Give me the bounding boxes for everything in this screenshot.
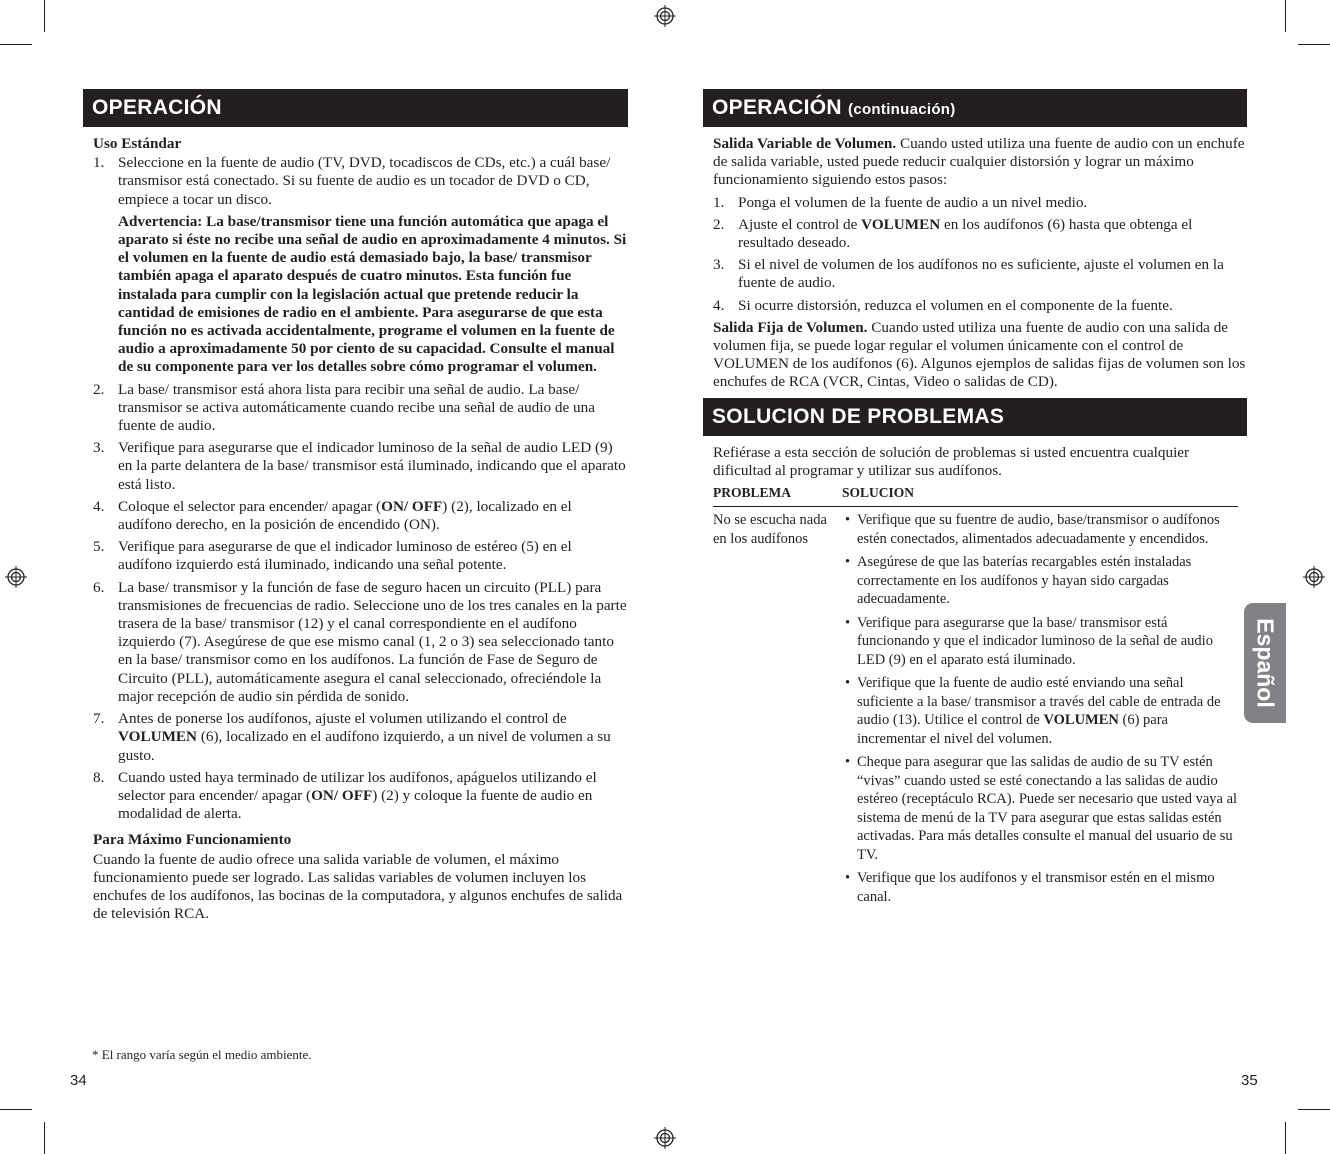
troubleshooting-table-header	[713, 484, 1238, 507]
right-body	[703, 127, 1247, 392]
solution-item	[843, 511, 1238, 548]
column-header-problem: PROBLEMA	[713, 485, 792, 501]
section-heading-solucion	[703, 398, 1247, 436]
item-number: 3.	[713, 256, 725, 274]
registration-mark-icon	[654, 1127, 676, 1149]
heading-text: OPERACIÓN	[712, 96, 842, 119]
solution-item	[843, 753, 1238, 864]
item-text: La base/ transmisor está ahora lista para recibir una señal de audio. La base/ transmisor se activa automáticamente cuando recibe una señal de audio de una fuente de audio.	[118, 380, 595, 435]
right-page-column	[703, 89, 1247, 911]
warning-paragraph: Advertencia: La base/transmisor tiene una función automática que apaga el aparato si éste no recibe una señal de audio en aproximadamente 4 minutos. Si el volumen en la fuente de audio está demasiado bajo, la base/ transmisor también apaga el aparato después de cuatro minutos. Esta función fue instalada para cumplir con la legislación actual que pretende reducir la cantidad de emisiones de radio en el ambiente. Para asegurarse de que esta función no es activada accidentalmente, programe el volumen en la fuente de audio a aproximadamente 50 por ciento de su capacidad. Consulte el manual de su componente para ver los detalles sobre cómo programar el volumen.	[118, 212, 627, 376]
solution-text: Verifique que los audífonos y el transmisor estén en el mismo canal.	[857, 870, 1215, 905]
item-number: 1.	[93, 154, 105, 172]
crop-mark	[1285, 1122, 1286, 1154]
item-text: Verifique para asegurarse que el indicador luminoso de la señal de audio LED (9) en la parte delantera de la base/ transmisor está iluminado, indicando que el aparato está listo.	[118, 439, 626, 493]
bullet-icon: •	[845, 754, 851, 771]
list-item	[93, 154, 628, 376]
solution-text: Verifique que la fuente de audio esté enviando una señal suficiente a la base/ transmisor a través del cable de entrada de audio (13). Utilice el control de	[857, 675, 1221, 729]
item-text: Antes de ponerse los audífonos, ajuste el volumen utilizando el control de	[118, 710, 567, 728]
item-text: Verifique para asegurarse de que el indicador luminoso de estéreo (5) en el audífono izquierdo está iluminado, indicando una señal potente.	[118, 538, 572, 574]
item-number: 3.	[93, 439, 105, 457]
solution-item	[843, 869, 1238, 906]
left-page-column	[83, 89, 628, 927]
subhead-uso-estandar: Uso Estándar	[93, 135, 182, 152]
registration-mark-icon	[1303, 566, 1325, 588]
troubleshooting-intro: Refiérase a esta sección de solución de problemas si usted encuentra cualquier dificultad al programar y utilizar sus audífonos.	[713, 443, 1190, 479]
list-item	[93, 579, 628, 706]
fixed-volume-paragraph	[713, 319, 1247, 392]
variable-volume-text: Cuando usted utiliza una fuente de audio con un enchufe de salida variable, usted puede reducir cualquier distorsión y lograr un máximo funcionamiento siguiendo estos pasos:	[713, 135, 1245, 189]
item-bold-text: VOLUMEN	[118, 728, 198, 746]
list-item	[93, 538, 628, 574]
item-bold-text: ON/ OFF	[381, 497, 443, 515]
item-text: en los audífonos (6) hasta que obtenga el resultado deseado.	[738, 215, 1193, 252]
item-number: 5.	[93, 538, 105, 556]
solution-text: Asegúrese de que las baterías recargables estén instaladas correctamente en los audífonos y hayan sido cargadas adecuadamente.	[857, 554, 1192, 608]
heading-text: SOLUCION DE PROBLEMAS	[712, 404, 1005, 428]
item-number: 2.	[93, 380, 105, 398]
variable-volume-paragraph	[713, 135, 1247, 190]
item-bold-text: ON/ OFF	[311, 786, 373, 804]
list-item	[93, 439, 628, 494]
item-text: Si el nivel de volumen de los audífonos no es suficiente, ajuste el volumen en la fuente de audio.	[738, 256, 1224, 292]
item-text: La base/ transmisor y la función de fase de seguro hacen un circuito (PLL) para transmisiones de frecuencias de radio. Seleccione uno de los tres canales en la parte trasera de la base/ transmisor (12) y el canal correspondiente en el audífono izquierdo (7). Asegúrese de que ese mismo canal (1, 2 o 3) sea seleccionado tanto en la base/ transmisor como en los audífonos. La función de Fase de Seguro de Circuito (PLL), automáticamente asegura el canal seleccionado, ofreciéndole la major recepción de audio sin pérdida de sonido.	[118, 578, 627, 705]
item-number: 4.	[713, 296, 725, 314]
solution-item	[843, 614, 1238, 670]
problem-cell: No se escucha nada en los audífonos	[713, 512, 827, 547]
item-text: (6), localizado en el audífono izquierdo, a un nivel de volumen a su gusto.	[118, 728, 611, 764]
fixed-volume-text: Cuando usted utiliza una fuente de audio con una salida de volumen fija, se puede logar regular el volumen únicamente con el control de VOLUMEN de los audífonos (6). Algunos ejemplos de salidas fijas de volumen son los enchufes de RCA (VCR, Cintas, Video o salidas de CD).	[713, 318, 1246, 391]
crop-mark	[44, 0, 45, 32]
item-text: Cuando usted haya terminado de utilizar los audífonos, apáguelos utilizando el selector para encender/ apagar (	[118, 768, 597, 804]
item-number: 7.	[93, 710, 105, 728]
max-performance-paragraph: Cuando la fuente de audio ofrece una salida variable de volumen, el máximo funcionamiento puede ser logrado. Las salidas variables de volumen incluyen los enchufes de los audífonos, las bocinas de la computadora, y algunos enchufes de salida de televisión RCA.	[93, 850, 623, 923]
column-header-solution: SOLUCION	[842, 485, 915, 501]
list-item	[93, 769, 628, 824]
crop-mark	[0, 44, 32, 45]
subhead-maximo-funcionamiento: Para Máximo Funcionamiento	[93, 831, 292, 849]
solution-text: (6) para incrementar el nivel del volumen.	[857, 712, 1168, 747]
footnote: * El rango varía según el medio ambiente.	[92, 1047, 312, 1062]
solution-text: Verifique que su fuentre de audio, base/transmisor o audífonos estén conectados, alimentados adecuadamente y encendidos.	[857, 512, 1220, 547]
fixed-volume-label: Salida Fija de Volumen.	[713, 318, 868, 336]
item-number: 4.	[93, 497, 105, 515]
item-number: 8.	[93, 768, 105, 786]
solution-bold-text: VOLUMEN	[1043, 712, 1119, 729]
solution-text: Cheque para asegurar que las salidas de audio de su TV estén “vivas” cuando usted se esté conectando a las salidas de audio estéreo (receptáculo RCA). Puede ser necesario que usted vaya al sistema de menú de la TV para asegurar que estas salidas estén activadas. Para más detalles consulte el manual del usuario de su TV.	[857, 754, 1238, 863]
list-item	[713, 297, 1247, 315]
steps-list	[713, 194, 1247, 315]
language-side-tab	[1244, 603, 1286, 723]
crop-mark	[1285, 0, 1286, 32]
heading-text: OPERACIÓN	[92, 96, 222, 119]
list-item	[93, 381, 628, 436]
solution-text: Verifique para asegurarse que la base/ transmisor está funcionando y que el indicador luminoso de la señal de audio LED (9) en el aparato está iluminado.	[857, 614, 1213, 668]
instruction-list	[93, 154, 628, 823]
list-item	[93, 498, 628, 534]
item-text: Ponga el volumen de la fuente de audio a un nivel medio.	[738, 193, 1088, 211]
item-text: Si ocurre distorsión, reduzca el volumen en el componente de la fuente.	[738, 296, 1173, 314]
left-body	[83, 127, 628, 923]
section-heading-operacion	[83, 89, 628, 127]
bullet-icon: •	[845, 870, 851, 887]
bullet-icon: •	[845, 512, 851, 529]
page-number-right: 35	[1241, 1072, 1258, 1089]
crop-mark	[1298, 44, 1330, 45]
section-heading-operacion-cont	[703, 89, 1247, 127]
solution-cell	[843, 511, 1238, 911]
item-text: Ajuste el control de	[738, 215, 862, 233]
registration-mark-icon	[5, 566, 27, 588]
bullet-icon: •	[845, 675, 851, 692]
table-row	[713, 511, 1238, 911]
item-text: Seleccione en la fuente de audio (TV, DVD, tocadiscos de CDs, etc.) a cuál base/ transmisor está conectado. Si su fuente de audio es un tocador de DVD o CD, empiece a tocar un disco.	[118, 154, 611, 208]
item-number: 6.	[93, 578, 105, 596]
registration-mark-icon	[654, 5, 676, 27]
crop-mark	[0, 1109, 32, 1110]
list-item	[93, 710, 628, 765]
variable-volume-label: Salida Variable de Volumen.	[713, 135, 897, 152]
bullet-icon: •	[845, 554, 851, 571]
list-item	[713, 194, 1247, 212]
crop-mark	[1298, 1109, 1330, 1110]
page-number-left: 34	[70, 1072, 87, 1089]
troubleshooting-body	[703, 436, 1247, 912]
side-tab-label: Español	[1252, 618, 1279, 708]
item-text: ) (2) y coloque la fuente de audio en modalidad de alerta.	[118, 786, 593, 823]
solution-item	[843, 674, 1238, 748]
item-text: Coloque el selector para encender/ apagar (	[118, 497, 382, 515]
crop-mark	[44, 1122, 45, 1154]
list-item	[713, 216, 1247, 252]
item-number: 2.	[713, 215, 725, 233]
item-text: ) (2), localizado en el audífono derecho, en la posición de encendido (ON).	[118, 497, 572, 534]
solution-item	[843, 553, 1238, 609]
heading-continuation: (continuación)	[848, 101, 956, 118]
list-item	[713, 256, 1247, 292]
bullet-icon: •	[845, 614, 851, 631]
item-bold-text: VOLUMEN	[861, 215, 941, 233]
item-number: 1.	[713, 193, 725, 211]
